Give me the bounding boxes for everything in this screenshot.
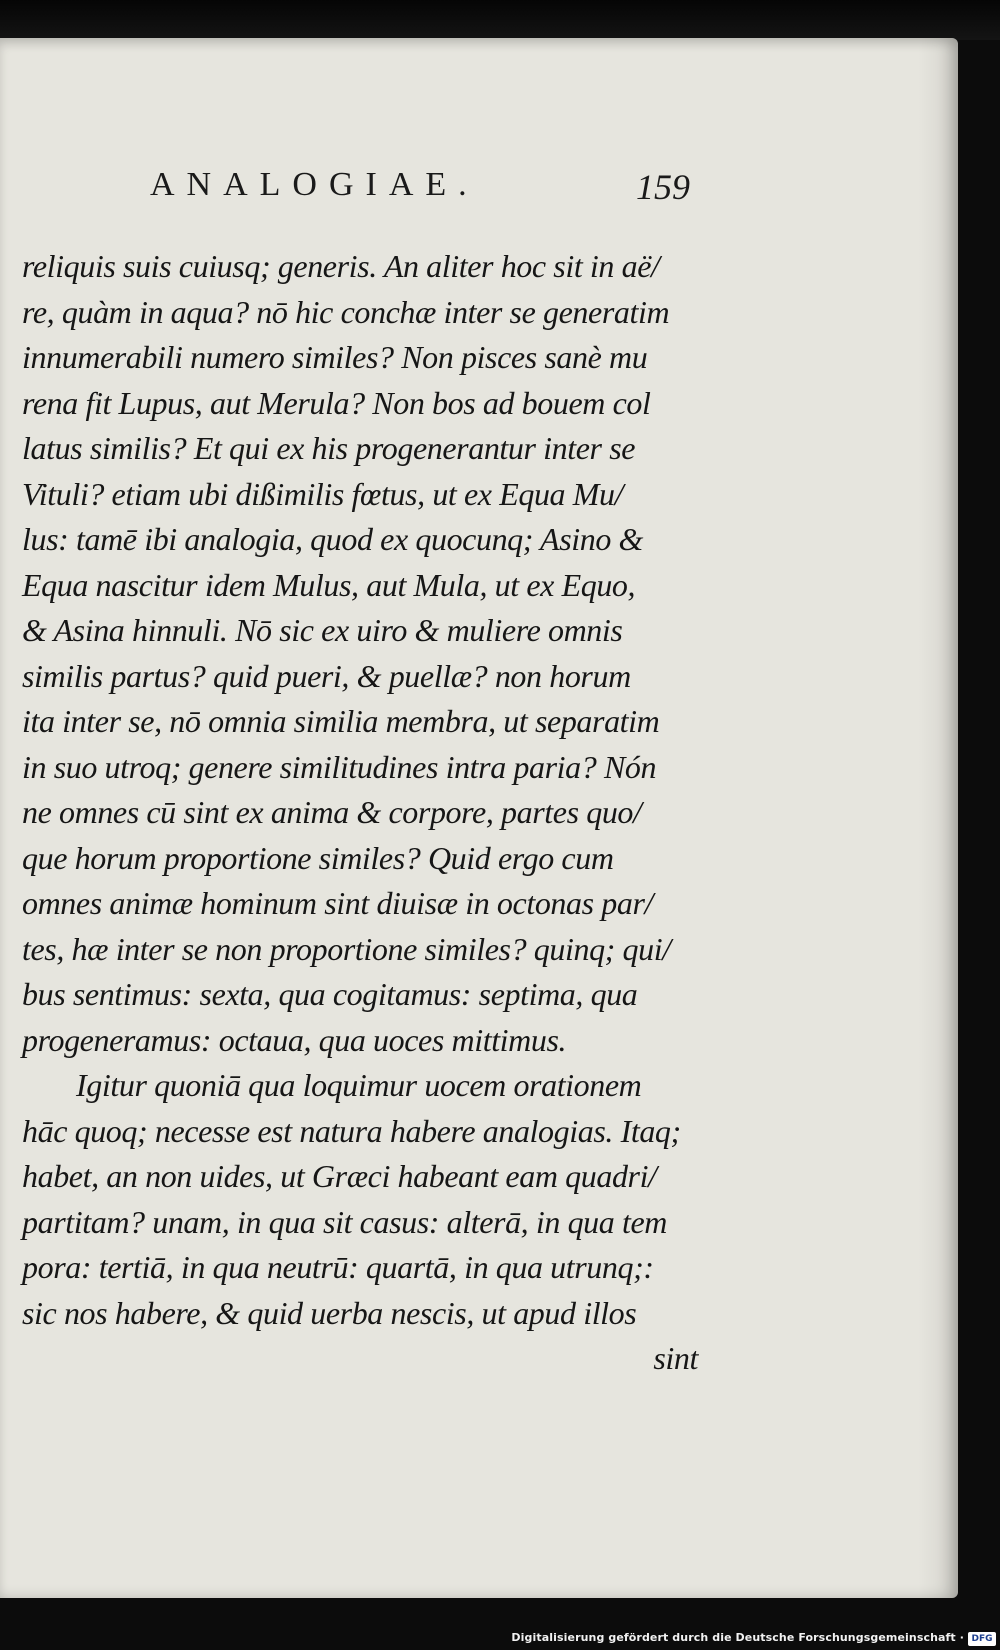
page-number: 159: [636, 167, 690, 207]
text-line: habet, an non uides, ut Græci habeant eam quadri/: [22, 1158, 657, 1194]
text-line: bus sentimus: sexta, qua cogitamus: septima, qua: [22, 976, 638, 1012]
running-head: ANALOGIAE.: [150, 166, 479, 203]
text-line: similis partus? quid pueri, & puellæ? non horum: [22, 657, 631, 694]
text-line: re, quàm in aqua? nō hic conchæ inter se generatim: [22, 293, 670, 330]
text-line: rena fit Lupus, aut Merula? Non bos ad bouem col: [22, 384, 651, 421]
book-page: [0, 38, 958, 1598]
funding-credit: Digitalisierung gefördert durch die Deutsche Forschungsgemeinschaft ·: [511, 1631, 964, 1644]
dfg-logo-icon: DFG: [968, 1632, 996, 1646]
text-line: hāc quoq; necesse est natura habere analogias. Itaq;: [22, 1112, 681, 1149]
text-line: latus similis? Et qui ex his progenerantur inter se: [22, 430, 636, 466]
catchword: sint: [653, 1340, 698, 1376]
paragraph-start-line: Igitur quoniā qua loquimur uocem orationem: [76, 1067, 642, 1103]
text-line: Equa nascitur idem Mulus, aut Mula, ut ex Equo,: [22, 566, 636, 603]
text-line: innumerabili numero similes? Non pisces sanè mu: [22, 339, 648, 375]
text-line: ita inter se, nō omnia similia membra, ut separatim: [22, 703, 660, 739]
text-line: lus: tamē ibi analogia, quod ex quocunq; Asino &: [22, 521, 644, 557]
text-line: tes, hæ inter se non proportione similes? quinq; qui/: [22, 930, 671, 967]
text-line: reliquis suis cuiusq; generis. An aliter hoc sit in aë/: [22, 248, 660, 284]
text-line: omnes animæ hominum sint diuisæ in octonas par/: [22, 885, 654, 921]
scan-footer: [0, 1598, 1000, 1650]
body-text: [22, 244, 702, 1382]
page-header: [150, 166, 690, 226]
text-line: progeneramus: octaua, qua uoces mittimus.: [22, 1021, 567, 1058]
text-line: in suo utroq; genere similitudines intra paria? Nón: [22, 748, 657, 785]
scan-top-edge: [0, 0, 1000, 40]
text-line: Vituli? etiam ubi dißimilis fœtus, ut ex Equa Mu/: [22, 475, 624, 512]
text-line: & Asina hinnuli. Nō sic ex uiro & muliere omnis: [22, 612, 623, 648]
text-line: que horum proportione similes? Quid ergo cum: [22, 839, 614, 876]
text-line: partitam? unam, in qua sit casus: alterā, in qua tem: [22, 1203, 667, 1240]
text-line: ne omnes cū sint ex anima & corpore, partes quo/: [22, 794, 642, 830]
text-line: sic nos habere, & quid uerba nescis, ut apud illos: [22, 1294, 637, 1331]
text-line: pora: tertiā, in qua neutrū: quartā, in qua utrunq;:: [22, 1249, 654, 1285]
